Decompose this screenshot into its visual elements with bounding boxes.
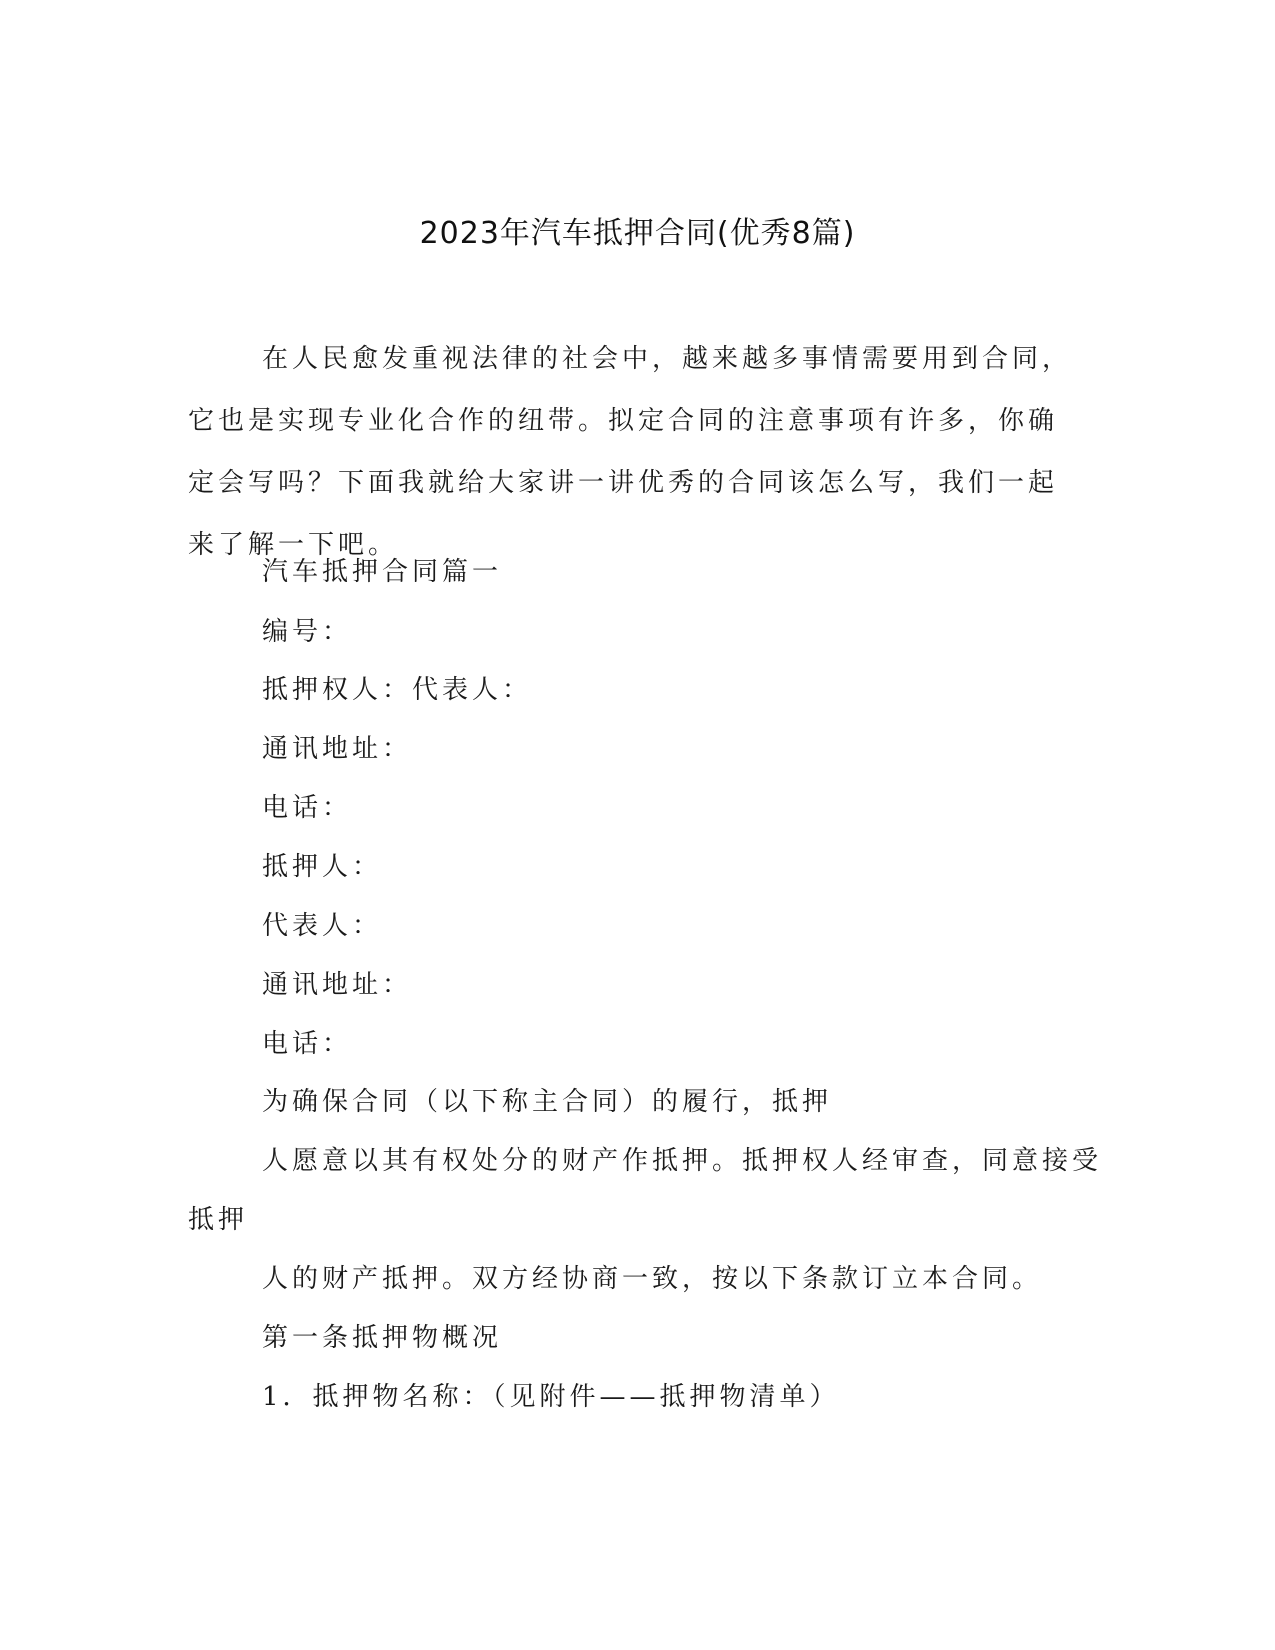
contract-number-field: 编号： <box>262 617 353 647</box>
mortgagor-address-field: 通讯地址： <box>262 970 413 1000</box>
mortgagee-address-field: 通讯地址： <box>262 734 413 764</box>
mortgagor-field: 抵押人： <box>262 852 383 882</box>
mortgagee-phone-field: 电话： <box>262 793 353 823</box>
body-text-line: 为确保合同（以下称主合同）的履行，抵押 <box>262 1087 833 1117</box>
intro-paragraph: 在人民愈发重视法律的社会中，越来越多事情需要用到合同，它也是实现专业化合作的纽带。拟定合同的注意事项有许多，你确定会写吗？下面我就给大家讲一讲优秀的合同该怎么写，我们一起来了解一下吧。 <box>188 344 1073 560</box>
body-text-line: 人的财产抵押。双方经协商一致，按以下条款订立本合同。 <box>262 1264 1043 1294</box>
section-heading: 汽车抵押合同篇一 <box>262 557 503 587</box>
body-text-line: 抵押 <box>188 1205 249 1235</box>
mortgagor-phone-field: 电话： <box>262 1029 353 1059</box>
body-text-line: 人愿意以其有权处分的财产作抵押。抵押权人经审查，同意接受 <box>262 1146 1103 1176</box>
clause-item: 1．抵押物名称：（见附件——抵押物清单） <box>262 1382 840 1412</box>
mortgagee-field: 抵押权人：代表人： <box>262 675 533 705</box>
article-heading: 第一条抵押物概况 <box>262 1323 503 1353</box>
mortgagor-representative-field: 代表人： <box>262 911 383 941</box>
document-title: 2023年汽车抵押合同(优秀8篇) <box>419 216 856 251</box>
